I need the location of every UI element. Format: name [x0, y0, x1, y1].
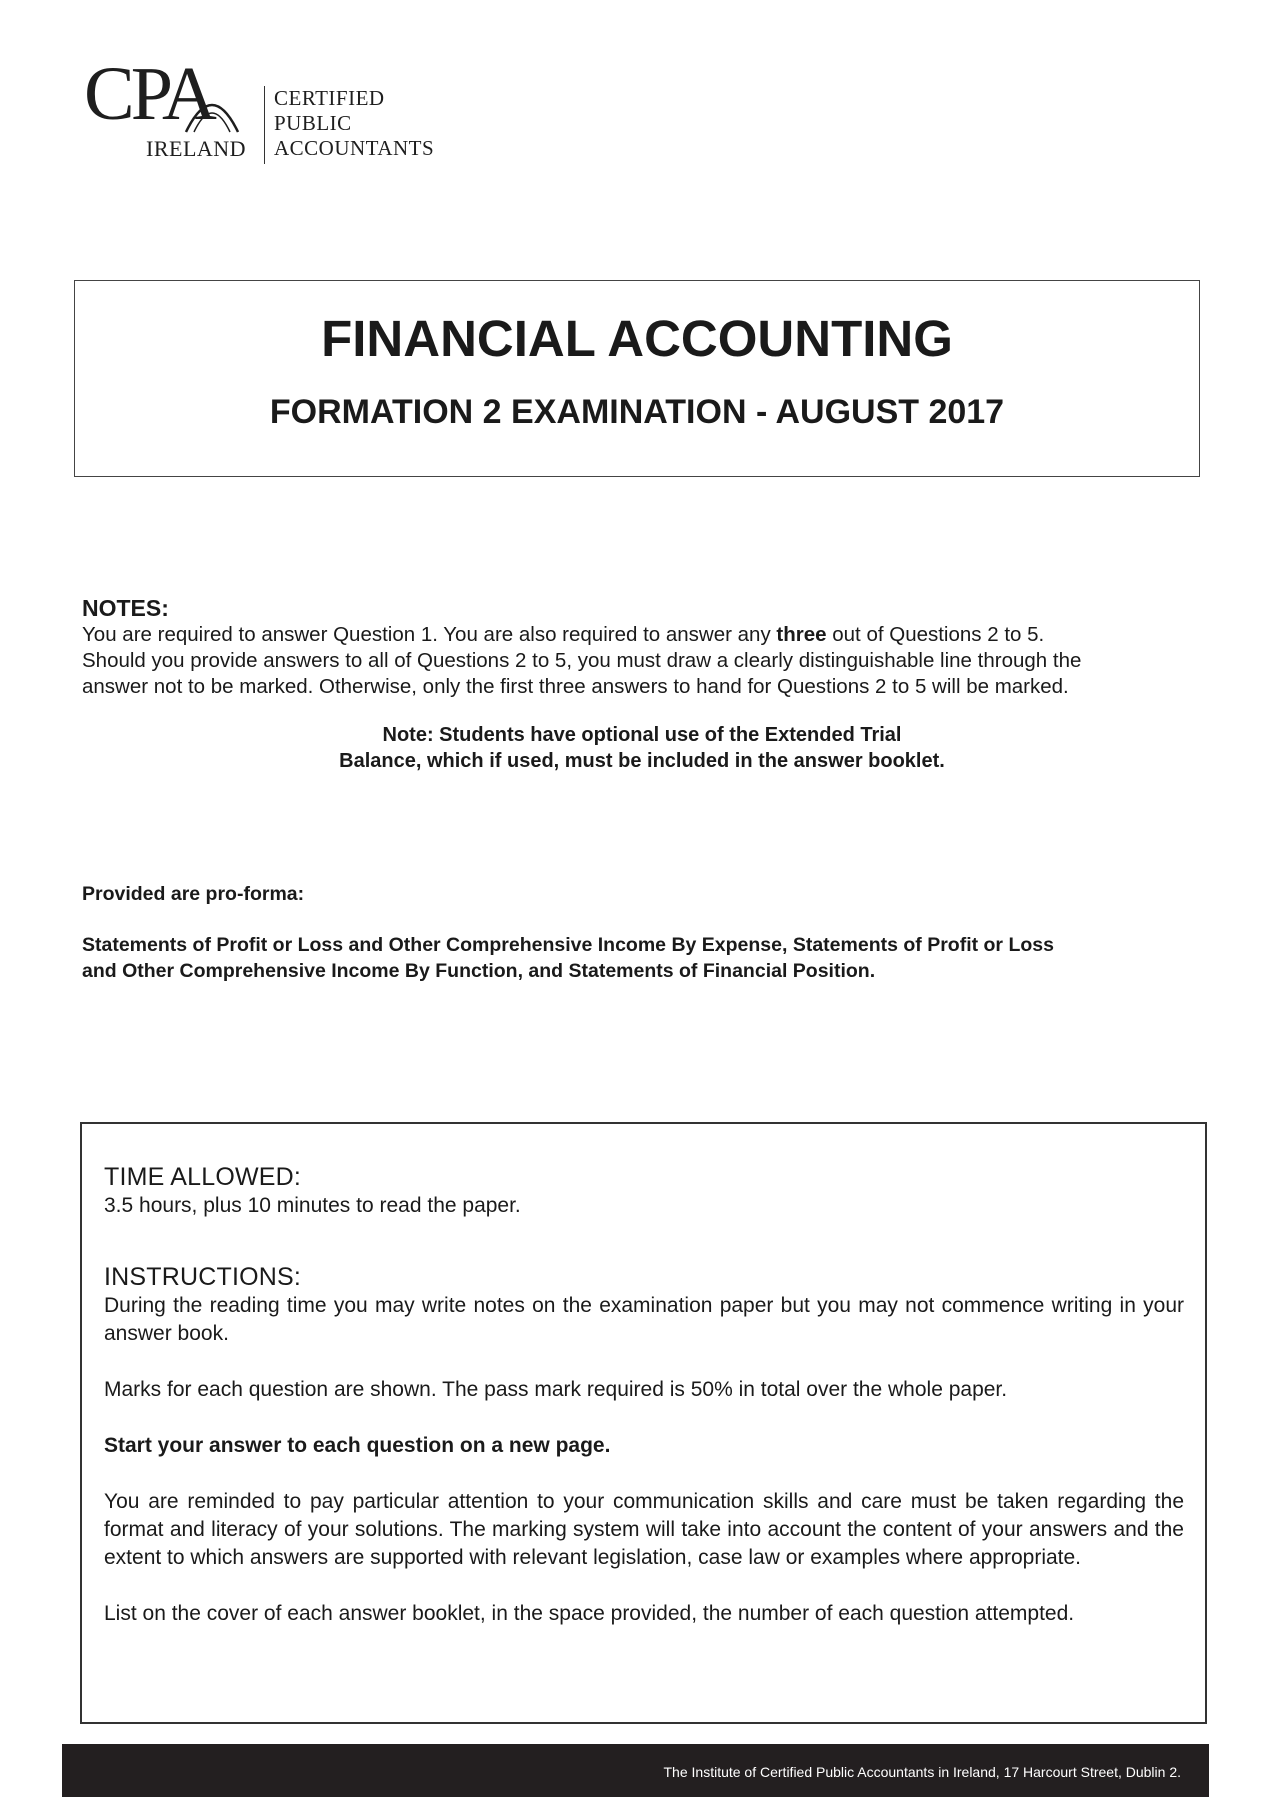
proforma-heading: Provided are pro-forma:: [82, 883, 305, 905]
instruction-paragraph: You are reminded to pay particular attention to your communication skills and care must be taken regarding the format and literacy of your solutions. The marking system will take into account the content of your answers and the extent to which answers are supported with relevant legislation, case law or examples where appropriate.: [104, 1490, 1184, 1569]
trial-balance-note-line: Note: Students have optional use of the Extended Trial: [382, 724, 902, 746]
logo-arch-icon: [182, 68, 242, 138]
logo-word: ACCOUNTANTS: [274, 136, 435, 160]
instruction-paragraph: During the reading time you may write notes on the examination paper but you may not commence writing in your answer book.: [104, 1294, 1184, 1345]
trial-balance-note: [82, 722, 1202, 774]
instruction-paragraph-bold: Start your answer to each question on a new page.: [104, 1434, 611, 1457]
footer-address: The Institute of Certified Public Accountants in Ireland, 17 Harcourt Street, Dublin 2.: [663, 1764, 1181, 1780]
proforma-line: and Other Comprehensive Income By Function, and Statements of Financial Position.: [82, 960, 876, 982]
notes-line: [82, 622, 1202, 648]
logo-wordmark: [274, 86, 434, 161]
time-allowed-text: 3.5 hours, plus 10 minutes to read the paper.: [104, 1194, 521, 1217]
time-allowed-heading: TIME ALLOWED:: [104, 1163, 302, 1191]
proforma-text: [82, 932, 1212, 984]
instructions-heading: INSTRUCTIONS:: [104, 1263, 302, 1291]
notes-text: out of Questions 2 to 5.: [826, 623, 1045, 646]
notes-section: [82, 594, 1202, 774]
page-title: FINANCIAL ACCOUNTING: [321, 310, 953, 367]
notes-text: You are required to answer Question 1. You are also required to answer any: [82, 623, 777, 646]
notes-line: answer not to be marked. Otherwise, only the first three answers to hand for Questions 2 to 5 will be marked.: [82, 675, 1069, 698]
proforma-line: Statements of Profit or Loss and Other Comprehensive Income By Expense, Statements of Profit or Loss: [82, 934, 1054, 956]
cpa-logo: [84, 52, 484, 172]
instruction-paragraph: Marks for each question are shown. The pass mark required is 50% in total over the whole paper.: [104, 1378, 1008, 1401]
notes-heading: NOTES:: [82, 595, 169, 621]
logo-country: IRELAND: [146, 136, 247, 161]
logo-word: CERTIFIED: [274, 86, 385, 110]
instructions-box: [80, 1122, 1207, 1724]
logo-divider: [264, 86, 265, 164]
trial-balance-note-line: Balance, which if used, must be included in the answer booklet.: [339, 750, 945, 772]
footer-bar: [62, 1744, 1209, 1797]
instruction-paragraph: List on the cover of each answer booklet, in the space provided, the number of each question attempted.: [104, 1602, 1075, 1625]
notes-line: Should you provide answers to all of Questions 2 to 5, you must draw a clearly distinguishable line through the: [82, 649, 1082, 672]
exam-subtitle: FORMATION 2 EXAMINATION - AUGUST 2017: [269, 393, 1005, 431]
logo-word: PUBLIC: [274, 111, 352, 135]
logo-letters: CPA: [84, 52, 213, 136]
notes-emphasis: three: [776, 623, 827, 646]
title-box: [74, 280, 1200, 477]
